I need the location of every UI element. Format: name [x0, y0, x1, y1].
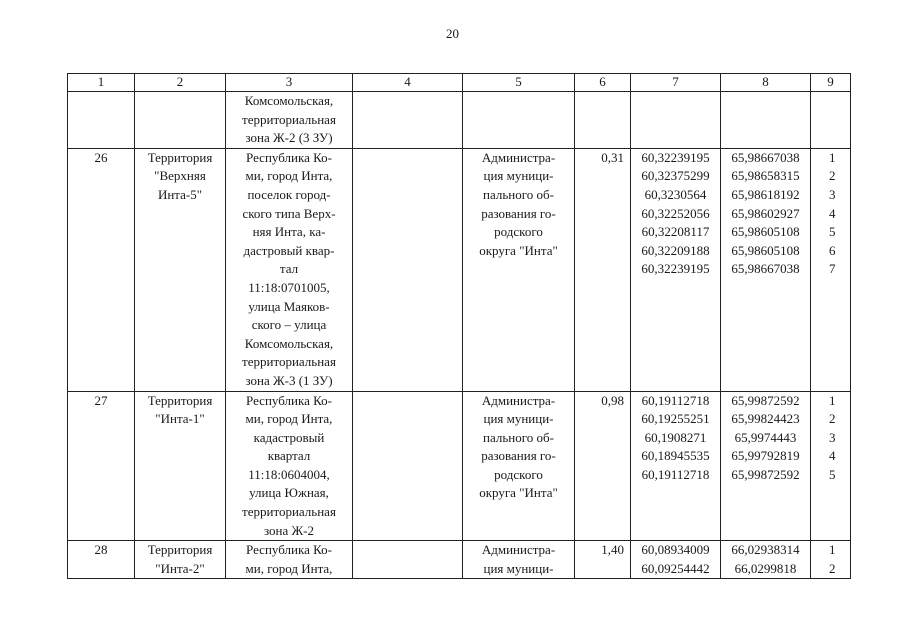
location-cell [226, 391, 353, 541]
point-number-cell [811, 391, 851, 541]
header-cell: 3 [226, 74, 353, 92]
area-cell: 1,40 [575, 541, 631, 579]
location-cell-line: Комсомольская, [244, 335, 334, 351]
location-cell-line: ми, город Инта, [245, 168, 333, 184]
owner-cell [463, 391, 575, 541]
row-number-cell: 27 [68, 391, 135, 541]
location-cell-line: территориальная [242, 504, 336, 520]
coord-y-cell-line: 66,02938314 [731, 542, 800, 558]
territory-name-cell-line: Территория [147, 392, 213, 408]
row-number-cell: 26 [68, 148, 135, 391]
territory-name-cell [135, 391, 226, 541]
coord-x-cell-line: 60,19112718 [641, 392, 710, 408]
coord-y-cell-line: 66,0299818 [734, 560, 797, 576]
territory-name-cell [135, 541, 226, 579]
location-cell [226, 92, 353, 149]
point-number-cell-line: 5 [829, 466, 836, 482]
header-cell: 1 [68, 74, 135, 92]
owner-cell-line: родского [494, 224, 543, 240]
coord-y-cell-line: 65,98605108 [731, 242, 800, 258]
coord-y-cell-line: 65,98602927 [731, 205, 800, 221]
coord-x-cell-line: 60,32209188 [641, 242, 710, 258]
location-cell-line: 11:18:0701005, [248, 279, 330, 295]
coord-y-cell-line: 65,9974443 [734, 429, 797, 445]
location-cell [226, 148, 353, 391]
column-4-cell [353, 391, 463, 541]
location-cell-line: ского типа Верх- [242, 205, 336, 221]
table-body [68, 74, 851, 579]
location-cell-line: зона Ж-3 (1 ЗУ) [245, 372, 333, 388]
territory-name-cell-line: Территория [147, 149, 213, 165]
location-cell-line: территориальная [242, 354, 336, 370]
coord-x-cell [631, 92, 721, 149]
coord-x-cell [631, 541, 721, 579]
coord-x-cell-line: 60,1908271 [644, 429, 707, 445]
owner-cell-line: округа "Инта" [479, 242, 558, 258]
location-cell-line: 11:18:0604004, [248, 466, 330, 482]
point-number-cell-line: 1 [829, 392, 836, 408]
location-cell-line: зона Ж-2 (3 ЗУ) [245, 130, 333, 146]
location-cell-line: ми, город Инта, [245, 560, 333, 576]
point-number-cell-line: 4 [829, 448, 836, 464]
coord-x-cell-line: 60,09254442 [641, 560, 710, 576]
owner-cell-line: Администра- [481, 392, 556, 408]
coord-x-cell-line: 60,32252056 [641, 205, 710, 221]
coord-x-cell [631, 148, 721, 391]
area-cell: 0,31 [575, 148, 631, 391]
header-cell: 7 [631, 74, 721, 92]
location-cell-line: Республика Ко- [246, 392, 332, 408]
location-cell-line: Республика Ко- [246, 149, 332, 165]
point-number-cell-line: 3 [829, 429, 836, 445]
coord-x-cell-line: 60,19255251 [641, 411, 710, 427]
owner-cell-line: ция муници- [483, 168, 554, 184]
coord-y-cell-line: 65,98667038 [731, 149, 800, 165]
point-number-cell-line: 2 [829, 168, 836, 184]
coord-y-cell-line: 65,98605108 [731, 224, 800, 240]
page-number: 20 [446, 26, 459, 41]
owner-cell-line: пального об- [483, 429, 554, 445]
location-cell-line: зона Ж-2 [263, 522, 314, 538]
coord-x-cell-line: 60,32239195 [641, 149, 710, 165]
point-number-cell-line: 2 [829, 560, 836, 576]
coord-y-cell [721, 541, 811, 579]
coord-x-cell-line: 60,18945535 [641, 448, 710, 464]
location-cell-line: няя Инта, ка- [252, 224, 326, 240]
owner-cell [463, 92, 575, 149]
coord-y-cell-line: 65,98667038 [731, 261, 800, 277]
point-number-cell [811, 148, 851, 391]
coord-x-cell-line: 60,32375299 [641, 168, 710, 184]
coord-y-cell [721, 148, 811, 391]
point-number-cell-line: 1 [829, 542, 836, 558]
area-cell: 0,98 [575, 391, 631, 541]
point-number-cell [811, 92, 851, 149]
owner-cell-line: родского [494, 466, 543, 482]
coord-x-cell-line: 60,32239195 [641, 261, 710, 277]
point-number-cell-line: 4 [829, 205, 836, 221]
row-number-cell [68, 92, 135, 149]
territory-name-cell [135, 148, 226, 391]
territory-name-cell-line: Территория [147, 542, 213, 558]
point-number-cell [811, 541, 851, 579]
owner-cell-line: разования го- [481, 448, 556, 464]
point-number-cell-line: 2 [829, 411, 836, 427]
coord-y-cell-line: 65,99792819 [731, 448, 800, 464]
column-4-cell [353, 541, 463, 579]
owner-cell [463, 541, 575, 579]
coord-y-cell-line: 65,98658315 [731, 168, 800, 184]
territory-name-cell-line: "Инта-1" [155, 411, 205, 427]
owner-cell-line: Администра- [481, 542, 556, 558]
coord-y-cell-line: 65,99824423 [731, 411, 800, 427]
territory-name-cell [135, 92, 226, 149]
point-number-cell-line: 3 [829, 186, 836, 202]
point-number-cell-line: 6 [829, 242, 836, 258]
header-cell: 6 [575, 74, 631, 92]
table-row [68, 391, 851, 541]
location-cell-line: квартал [267, 448, 311, 464]
column-4-cell [353, 148, 463, 391]
coord-x-cell-line: 60,32208117 [641, 224, 710, 240]
location-cell-line: ского – улица [251, 317, 327, 333]
location-cell-line: Республика Ко- [246, 542, 332, 558]
coord-x-cell-line: 60,08934009 [641, 542, 710, 558]
coord-x-cell [631, 391, 721, 541]
column-4-cell [353, 92, 463, 149]
location-cell-line: улица Маяков- [248, 298, 330, 314]
location-cell-line: Комсомольская, [244, 93, 334, 108]
territory-name-cell-line: "Верхняя [154, 168, 206, 184]
coord-y-cell [721, 391, 811, 541]
location-cell-line: кадастровый [253, 429, 325, 445]
owner-cell-line: Администра- [481, 149, 556, 165]
owner-cell-line: ция муници- [483, 560, 554, 576]
table-row [68, 148, 851, 391]
owner-cell-line: разования го- [481, 205, 556, 221]
location-cell-line: территориальная [242, 111, 336, 127]
owner-cell-line: ция муници- [483, 411, 554, 427]
territory-name-cell-line: Инта-5" [157, 186, 203, 202]
location-cell-line: поселок город- [247, 186, 331, 202]
header-cell: 2 [135, 74, 226, 92]
table-row [68, 92, 851, 149]
coord-y-cell [721, 92, 811, 149]
owner-cell-line: округа "Инта" [479, 485, 558, 501]
header-cell: 5 [463, 74, 575, 92]
location-cell [226, 541, 353, 579]
coord-y-cell-line: 65,99872592 [731, 392, 800, 408]
territory-name-cell-line: "Инта-2" [155, 560, 205, 576]
location-cell-line: дастровый квар- [243, 242, 335, 258]
coord-y-cell-line: 65,98618192 [731, 186, 800, 202]
header-cell: 9 [811, 74, 851, 92]
header-row [68, 74, 851, 92]
location-cell-line: тал [279, 261, 299, 277]
table-row [68, 541, 851, 579]
coord-x-cell-line: 60,3230564 [644, 186, 707, 202]
location-cell-line: ми, город Инта, [245, 411, 333, 427]
header-cell: 4 [353, 74, 463, 92]
location-cell-line: улица Южная, [249, 485, 329, 501]
row-number-cell: 28 [68, 541, 135, 579]
point-number-cell-line: 7 [829, 261, 836, 277]
coord-y-cell-line: 65,99872592 [731, 466, 800, 482]
coord-x-cell-line: 60,19112718 [641, 466, 710, 482]
registry-table [67, 73, 851, 579]
point-number-cell-line: 1 [829, 149, 836, 165]
owner-cell-line: пального об- [483, 186, 554, 202]
header-cell: 8 [721, 74, 811, 92]
area-cell [575, 92, 631, 149]
point-number-cell-line: 5 [829, 224, 836, 240]
owner-cell [463, 148, 575, 391]
